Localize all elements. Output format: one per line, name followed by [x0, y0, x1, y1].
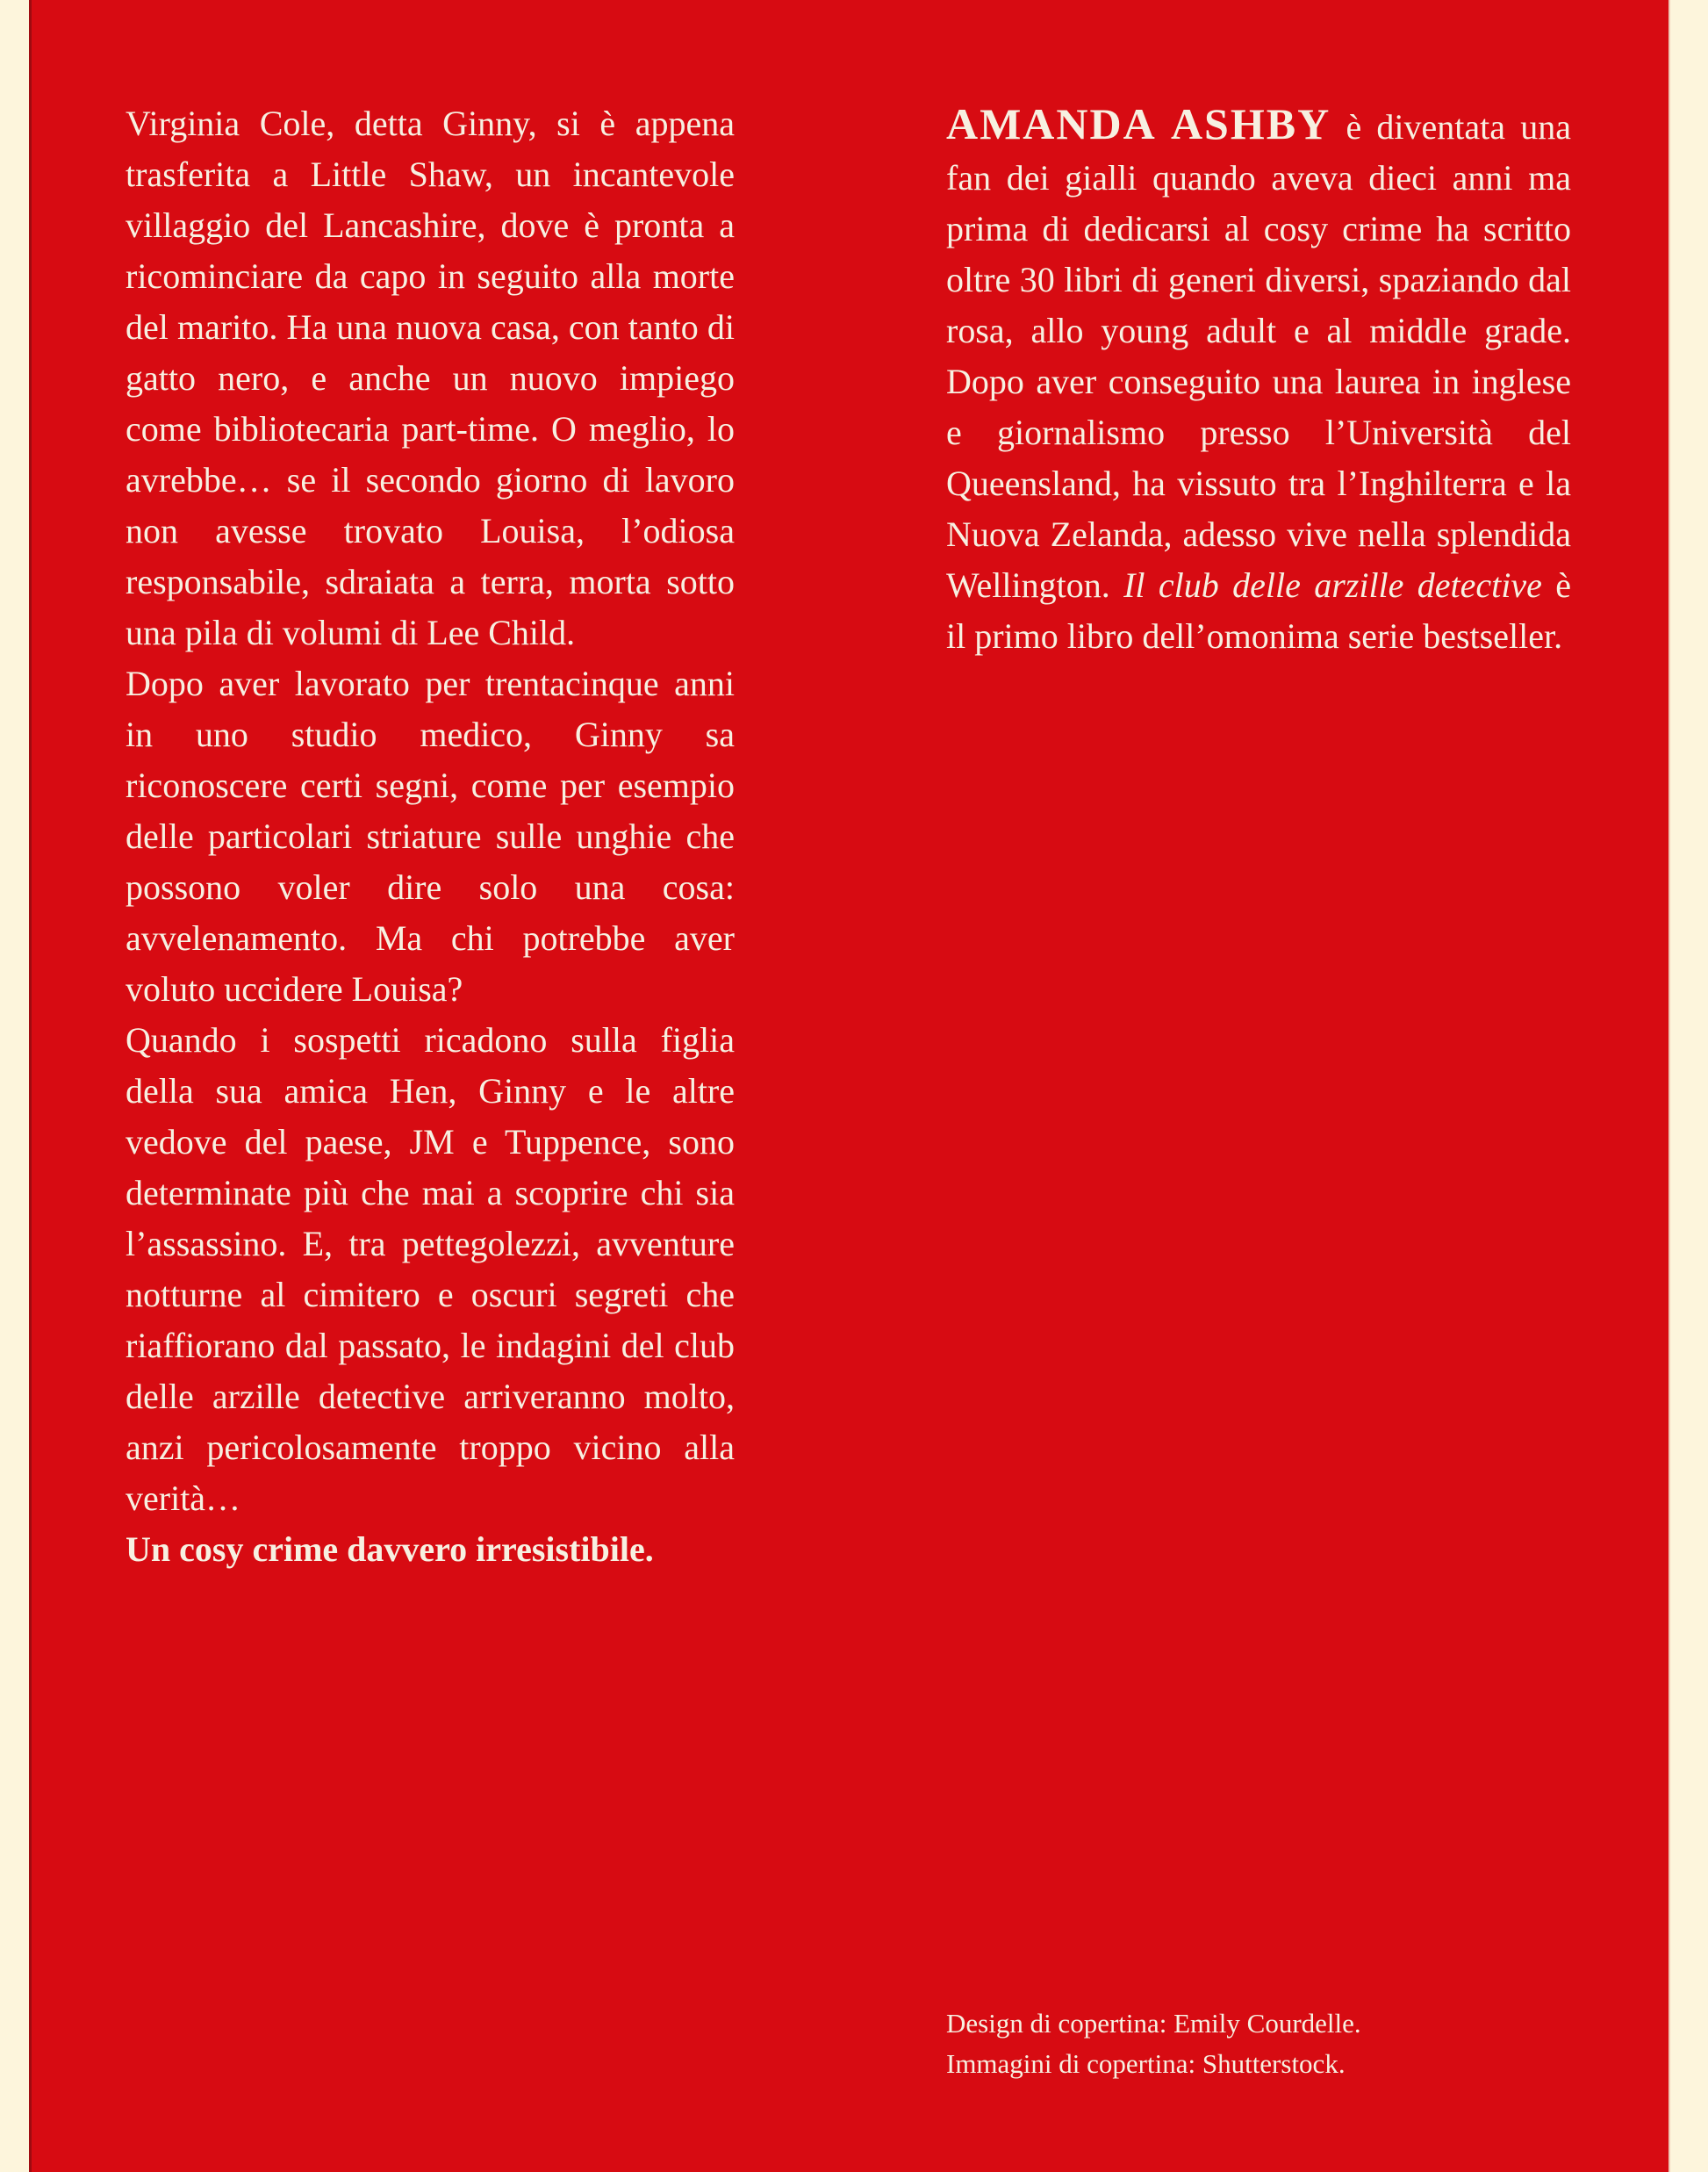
page-edge-left	[0, 0, 29, 2172]
synopsis-tagline: Un cosy crime davvero irresistibile.	[126, 1529, 654, 1569]
author-bio-text: è il primo libro dell’omonima serie bestseller.	[946, 565, 1571, 656]
credit-images-line: Immagini di copertina: Shutterstock.	[946, 2048, 1346, 2079]
author-name: AMANDA ASHBY	[946, 99, 1331, 148]
synopsis-column	[126, 98, 735, 1575]
credit-design-line: Design di copertina: Emily Courdelle.	[946, 2008, 1361, 2039]
author-bio-column	[946, 98, 1571, 662]
synopsis-paragraph: Dopo aver lavorato per trentacinque anni in uno studio medico, Ginny sa riconoscere certi segni, come per esempio delle particolari striature sulle unghie che possono voler dire solo una cosa: avvelenamento. Ma chi potrebbe aver voluto uccidere Louisa?	[126, 664, 735, 1009]
book-title: Il club delle arzille detective	[1123, 565, 1542, 605]
author-bio-paragraph	[946, 98, 1571, 662]
author-bio-text: è diventata una fan dei gialli quando aveva dieci anni ma prima di dedicarsi al cosy crime ha scritto oltre 30 libri di generi diversi, spaziando dal rosa, allo young adult e al middle grade. Dopo aver conseguito una laurea in inglese e giornalismo presso l’Università del Queensland, ha vissuto tra l’Inghilterra e la Nuova Zelanda, adesso vive nella splendida Wellington.	[946, 107, 1572, 605]
page-edge-right	[1670, 0, 1708, 2172]
cover-credits	[946, 2003, 1648, 2084]
synopsis-paragraph: Quando i sospetti ricadono sulla figlia della sua amica Hen, Ginny e le altre vedove del paese, JM e Tuppence, sono determinate più che mai a scoprire chi sia l’assassino. E, tra pettegolezzi, avventure notturne al cimitero e oscuri segreti che riaffiorano dal passato, le indagini del club delle arzille detective arriveranno molto, anzi pericolosamente troppo vicino alla verità…	[126, 1020, 735, 1518]
synopsis-paragraph: Virginia Cole, detta Ginny, si è appena trasferita a Little Shaw, un incantevole villaggio del Lancashire, dove è pronta a ricominciare da capo in seguito alla morte del marito. Ha una nuova casa, con tanto di gatto nero, e anche un nuovo impiego come bibliotecaria part-time. O meglio, lo avrebbe… se il secondo giorno di lavoro non avesse trovato Louisa, l’odiosa responsabile, sdraiata a terra, morta sotto una pila di volumi di Lee Child.	[126, 104, 735, 652]
